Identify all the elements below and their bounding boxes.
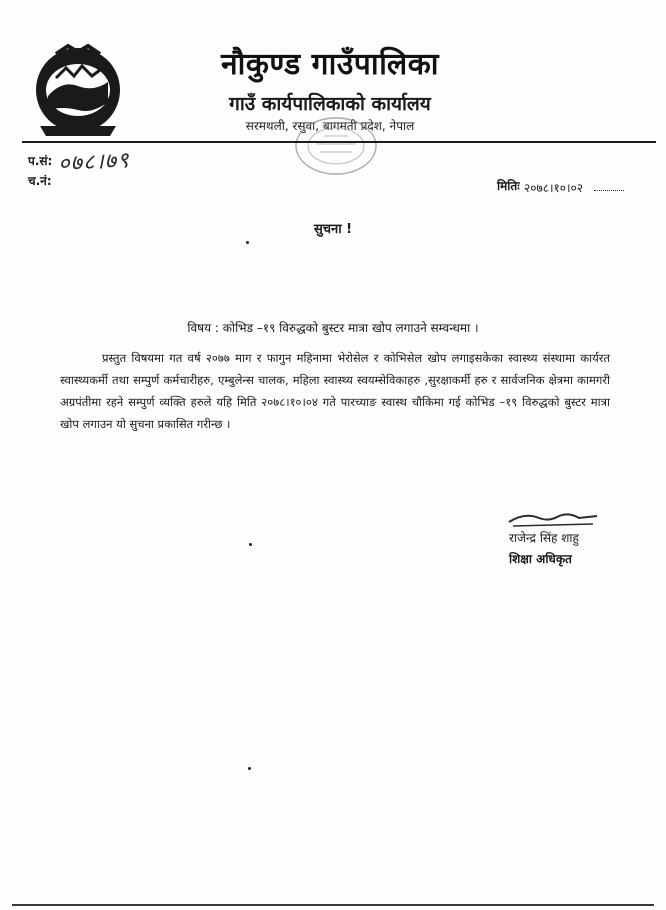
signatory-name: राजेन्द्र सिंह शाहु — [509, 531, 579, 545]
cha-label: च.नं: — [28, 174, 52, 188]
notice-title: सुचना ! — [313, 222, 353, 237]
header-divider — [22, 141, 656, 143]
nepal-emblem-icon — [26, 40, 130, 140]
scan-dot — [249, 543, 252, 546]
notice-subject: विषय : कोभिड –१९ विरुद्धको बुस्टर मात्रा खोप लगाउने सम्वन्धमा । — [187, 321, 479, 335]
date-label: मितिः — [497, 179, 520, 193]
office-name: गाउँ कार्यपालिकाको कार्यालय — [229, 93, 431, 115]
scan-dot — [246, 241, 249, 244]
office-stamp-icon — [290, 114, 382, 178]
signatory-title: शिक्षा अधिकृत — [509, 552, 572, 566]
page-bottom-edge — [12, 904, 654, 906]
signature-scribble-icon — [505, 508, 601, 530]
office-address: सरमथली, रसुवा, बागमती प्रदेश, नेपाल — [245, 119, 415, 133]
ps-handwritten-value: ०७८।७९ — [57, 148, 131, 177]
date-value: २०७८।१०।०२ — [524, 181, 584, 195]
scan-dot — [248, 767, 251, 770]
org-name: नौकुण्ड गाउँपालिका — [220, 47, 440, 82]
date-dotted-line — [594, 190, 624, 191]
ps-label: प.सं: — [28, 154, 53, 168]
notice-body: प्रस्तुत विषयमा गत वर्ष २०७७ माग र फागुन महिनामा भेरोसेल र कोभिसेल खोप लगाइसकेका स्वास्थ्य संस्थामा कार्यरत स्वास्थ्यकर्मी तथा सम्पुर्ण कर्मचारीहरु, एम्बुलेन्स चालक, महिला स्वास्थ्य स्वयम्सेविकाहरु ,सुरक्षाकर्मी हरु र सार्वजनिक क्षेत्रमा कामगरी अग्रपंतीमा रहने सम्पुर्ण व्यक्ति हरुले यहि मिति २०७८।१०।०४ गते पारच्याङ स्वास्थ चौकिमा गई कोभिड –१९ विरुद्धको बुस्टर मात्रा खोप लगाउन यो सुचना प्रकासित गरीन्छ । — [60, 351, 610, 431]
